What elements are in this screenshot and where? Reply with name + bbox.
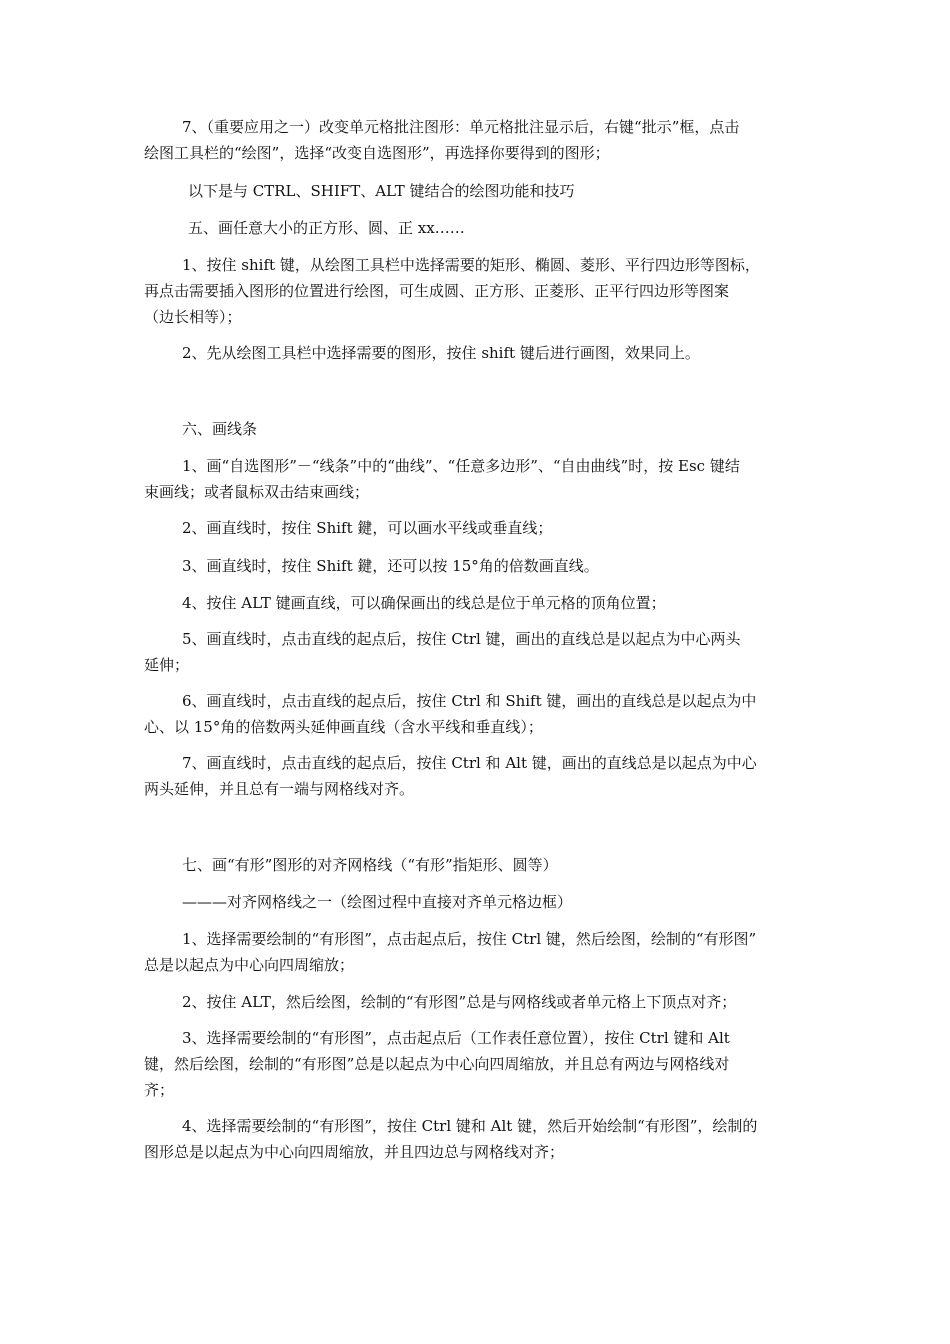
paragraph-shape-3 xyxy=(144,1025,808,1103)
text-line: 总是以起点为中心向四周缩放； xyxy=(144,956,355,974)
text-line: 以下是与 CTRL、SHIFT、ALT 键结合的绘图功能和技巧 xyxy=(188,182,575,200)
text-line: 心、以 15°角的倍数两头延伸画直线（含水平线和垂直线）； xyxy=(144,718,543,736)
paragraph-shift-shapes xyxy=(144,252,808,330)
text-line: 2、按住 ALT，然后绘图，绘制的“有形图”总是与网格线或者单元格上下顶点对齐； xyxy=(182,993,737,1011)
paragraph-shift-draw xyxy=(144,340,808,366)
text-line: （边长相等）； xyxy=(144,308,242,326)
paragraph-shape-1 xyxy=(144,926,808,978)
text-line: 2、画直线时，按住 Shift 鍵，可以画水平线或垂直线； xyxy=(182,519,553,537)
text-line: 2、先从绘图工具栏中选择需要的图形，按住 shift 键后进行画图，效果同上。 xyxy=(182,344,700,362)
text-line: 3、画直线时，按住 Shift 鍵，还可以按 15°角的倍数画直线。 xyxy=(182,557,599,575)
text-line: ———对齐网格线之一（绘图过程中直接对齐单元格边框） xyxy=(182,893,573,911)
text-line: 六、画线条 xyxy=(182,420,258,438)
paragraph-shape-2 xyxy=(144,989,808,1015)
paragraph-line-7 xyxy=(144,750,808,802)
text-line: 延伸； xyxy=(144,656,190,674)
text-line: 1、画“自选图形”－“线条”中的“曲线”、“任意多边形”、“自由曲线”时，按 Esc 键结 xyxy=(182,457,740,475)
text-line: 7、画直线时，点击直线的起点后，按住 Ctrl 和 Alt 键，画出的直线总是以起点为中心 xyxy=(182,754,757,772)
paragraph-line-6 xyxy=(144,688,808,740)
paragraph-line-4 xyxy=(144,590,808,616)
text-line: 6、画直线时，点击直线的起点后，按住 Ctrl 和 Shift 键，画出的直线总是以起点为中 xyxy=(182,692,757,710)
text-line: 再点击需要插入图形的位置进行绘图，可生成圆、正方形、正菱形、正平行四边形等图案 xyxy=(144,282,730,300)
text-line: 图形总是以起点为中心向四周缩放，并且四边总与网格线对齐； xyxy=(144,1143,565,1161)
section-heading-seven xyxy=(144,852,808,878)
subheading-grid-align xyxy=(144,889,808,915)
text-line: 七、画“有形”图形的对齐网格线（“有形”指矩形、圆等） xyxy=(182,856,558,874)
text-line: 4、按住 ALT 键画直线，可以确保画出的线总是位于单元格的顶角位置； xyxy=(182,594,666,612)
text-line: 束画线；或者鼠标双击结束画线； xyxy=(144,483,370,501)
text-line: 1、选择需要绘制的“有形图”，点击起点后，按住 Ctrl 键，然后绘图，绘制的“有形图” xyxy=(182,930,757,948)
paragraph-intro-keys xyxy=(144,178,808,204)
text-line: 绘图工具栏的“绘图”，选择“改变自选图形”，再选择你要得到的图形； xyxy=(144,144,610,162)
text-line: 齐； xyxy=(144,1081,175,1099)
paragraph-line-1 xyxy=(144,453,808,505)
text-line: 键，然后绘图，绘制的“有形图”总是以起点为中心向四周缩放，并且总有两边与网格线对 xyxy=(144,1055,730,1073)
text-line: 两头延伸，并且总有一端与网格线对齐。 xyxy=(144,780,415,798)
text-line: 5、画直线时，点击直线的起点后，按住 Ctrl 键，画出的直线总是以起点为中心两头 xyxy=(182,630,741,648)
text-line: 1、按住 shift 键，从绘图工具栏中选择需要的矩形、椭圆、菱形、平行四边形等图标， xyxy=(182,256,760,274)
section-heading-six xyxy=(144,416,808,442)
paragraph-line-5 xyxy=(144,626,808,678)
paragraph-shape-4 xyxy=(144,1113,808,1165)
text-line: 4、选择需要绘制的“有形图”，按住 Ctrl 键和 Alt 键，然后开始绘制“有形图”，绘制的 xyxy=(182,1117,758,1135)
paragraph-line-2 xyxy=(144,515,808,541)
text-line: 3、选择需要绘制的“有形图”，点击起点后（工作表任意位置），按住 Ctrl 键和 Alt xyxy=(182,1029,730,1047)
text-line: 7、（重要应用之一）改变单元格批注图形：单元格批注显示后，右键“批示”框，点击 xyxy=(182,118,740,136)
text-line: 五、画任意大小的正方形、圆、正 xx…… xyxy=(188,219,465,237)
section-heading-five xyxy=(144,215,808,241)
paragraph-line-3 xyxy=(144,553,808,579)
paragraph-comment-shape xyxy=(144,114,808,166)
